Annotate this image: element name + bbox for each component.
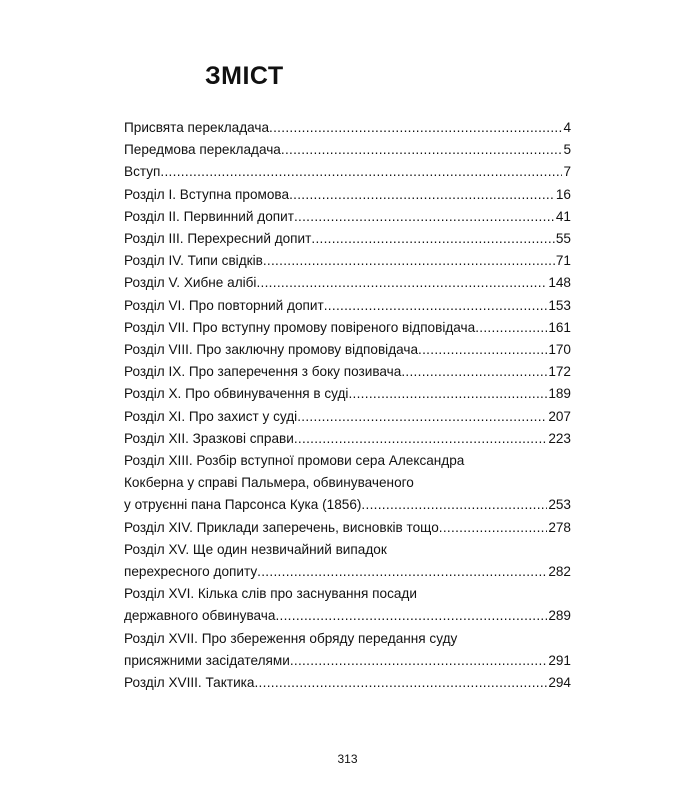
- toc-page-number: 55: [555, 231, 571, 247]
- dot-leader: [418, 339, 547, 361]
- toc-entry: [124, 139, 571, 161]
- toc-page-number: 207: [548, 408, 571, 424]
- toc-entry-final-line: [124, 272, 571, 294]
- toc-entry: [124, 117, 571, 139]
- toc-entry: [124, 228, 571, 250]
- toc-page-number: 161: [548, 319, 571, 335]
- toc-page-number: 253: [548, 497, 571, 513]
- toc-page-number: 7: [563, 164, 571, 180]
- toc-entry-title: перехресного допиту: [124, 564, 258, 580]
- dot-leader: [324, 295, 548, 317]
- page-number: 313: [337, 752, 358, 766]
- toc-entry-title: Розділ XIV. Приклади заперечень, висновків тощо: [124, 519, 439, 535]
- toc-entry: [124, 450, 571, 517]
- toc-entry-title: присяжними засідателями: [124, 652, 290, 668]
- toc-page-number: 282: [548, 564, 571, 580]
- dot-leader: [348, 383, 547, 405]
- toc-entry-title: Розділ VI. Про повторний допит: [124, 297, 324, 313]
- toc-entry-title-line: Кокберна у справі Пальмера, обвинуваченого: [124, 475, 414, 491]
- dot-leader: [256, 272, 547, 294]
- toc-entry-final-line: [124, 317, 571, 339]
- dot-leader: [361, 494, 547, 516]
- toc-entry-final-line: [124, 517, 571, 539]
- toc-entry-title: Передмова перекладача: [124, 142, 281, 158]
- dot-leader: [254, 672, 547, 694]
- dot-leader: [160, 161, 562, 183]
- toc-entry: [124, 539, 571, 583]
- toc-page-number: 170: [548, 342, 571, 358]
- toc-entry-final-line: [124, 117, 571, 139]
- toc-entry-title: Розділ IV. Типи свідків: [124, 253, 263, 269]
- toc-entry-title-line: Розділ XVI. Кілька слів про заснування посади: [124, 586, 417, 602]
- toc-entry: [124, 317, 571, 339]
- toc-entry: [124, 428, 571, 450]
- toc-entry-final-line: [124, 361, 571, 383]
- toc-entry-final-line: [124, 206, 571, 228]
- toc-entry-title: у отруєнні пана Парсонса Кука (1856): [124, 497, 362, 513]
- toc-page-number: 16: [555, 186, 571, 202]
- dot-leader: [297, 406, 547, 428]
- toc-entry: [124, 161, 571, 183]
- dot-leader: [439, 517, 548, 539]
- toc-entry: [124, 383, 571, 405]
- toc-entry-final-line: [124, 228, 571, 250]
- contents-heading: ЗМІСТ: [205, 62, 284, 90]
- toc-entry: [124, 672, 571, 694]
- toc-entry-final-line: [124, 383, 571, 405]
- toc-entry: [124, 206, 571, 228]
- toc-entry-final-line: [124, 428, 571, 450]
- toc-page-number: 278: [548, 519, 571, 535]
- dot-leader: [263, 250, 555, 272]
- dot-leader: [290, 650, 548, 672]
- toc-entry-title: Розділ VII. Про вступну промову повіреного відповідача: [124, 319, 476, 335]
- toc-entry-title: Розділ I. Вступна промова: [124, 186, 290, 202]
- dot-leader: [294, 428, 547, 450]
- toc-page-number: 4: [563, 120, 571, 135]
- dot-leader: [475, 317, 547, 339]
- toc-entry-final-line: [124, 339, 571, 361]
- toc-page-number: 189: [548, 386, 571, 402]
- toc-entry-title-line: Розділ XVII. Про збереження обряду передання суду: [124, 630, 458, 646]
- toc-entry: [124, 517, 571, 539]
- table-of-contents: [124, 117, 571, 694]
- dot-leader: [289, 184, 555, 206]
- toc-entry-final-line: [124, 139, 571, 161]
- toc-page-number: 172: [548, 364, 571, 380]
- toc-entry-final-line: [124, 406, 571, 428]
- dot-leader: [281, 139, 563, 161]
- toc-entry-title: Розділ V. Хибне алібі: [124, 275, 257, 291]
- dot-leader: [269, 117, 562, 139]
- toc-entry-title: Присвята перекладача: [124, 120, 270, 135]
- toc-entry: [124, 250, 571, 272]
- toc-entry-final-line: [124, 250, 571, 272]
- toc-entry: [124, 272, 571, 294]
- toc-entry: [124, 361, 571, 383]
- toc-page-number: 71: [555, 253, 571, 269]
- toc-entry: [124, 295, 571, 317]
- toc-entry-title-line: Розділ XIII. Розбір вступної промови сера Александра: [124, 453, 465, 469]
- toc-entry-title-line: Розділ XV. Ще один незвичайний випадок: [124, 541, 387, 557]
- toc-entry-final-line: [124, 161, 571, 183]
- toc-entry-final-line: [124, 561, 571, 583]
- toc-entry: [124, 583, 571, 627]
- toc-entry: [124, 184, 571, 206]
- toc-page-number: 5: [563, 142, 571, 158]
- toc-entry-title: Розділ IX. Про заперечення з боку позивача: [124, 364, 402, 380]
- toc-entry-final-line: [124, 184, 571, 206]
- toc-entry-title: Розділ III. Перехресний допит: [124, 231, 312, 247]
- toc-entry-final-line: [124, 650, 571, 672]
- toc-entry: [124, 406, 571, 428]
- toc-entry-final-line: [124, 672, 571, 694]
- toc-page-number: 223: [548, 430, 571, 446]
- toc-page-number: 291: [548, 652, 571, 668]
- toc-entry-final-line: [124, 295, 571, 317]
- toc-page-number: 41: [555, 208, 571, 224]
- toc-page-number: 153: [548, 297, 571, 313]
- toc-entry-title: Розділ X. Про обвинувачення в суді: [124, 386, 349, 402]
- toc-entry-title: Розділ VIII. Про заключну промову відповідача: [124, 342, 419, 358]
- dot-leader: [275, 605, 547, 627]
- toc-entry: [124, 628, 571, 672]
- toc-entry-final-line: [124, 605, 571, 627]
- toc-page-number: 294: [548, 675, 571, 691]
- toc-entry-title: Вступ: [124, 164, 161, 180]
- toc-entry-title: Розділ XI. Про захист у суді: [124, 408, 298, 424]
- dot-leader: [294, 206, 555, 228]
- toc-page-number: 289: [548, 608, 571, 624]
- toc-entry-title: Розділ II. Первинний допит: [124, 208, 294, 224]
- dot-leader: [257, 561, 547, 583]
- toc-entry-title: Розділ XVIII. Тактика: [124, 675, 255, 691]
- toc-page-number: 148: [548, 275, 571, 291]
- toc-entry-final-line: [124, 494, 571, 516]
- dot-leader: [401, 361, 547, 383]
- toc-entry-title: Розділ XII. Зразкові справи: [124, 430, 294, 446]
- toc-entry: [124, 339, 571, 361]
- dot-leader: [311, 228, 555, 250]
- toc-entry-title: державного обвинувача: [124, 608, 276, 624]
